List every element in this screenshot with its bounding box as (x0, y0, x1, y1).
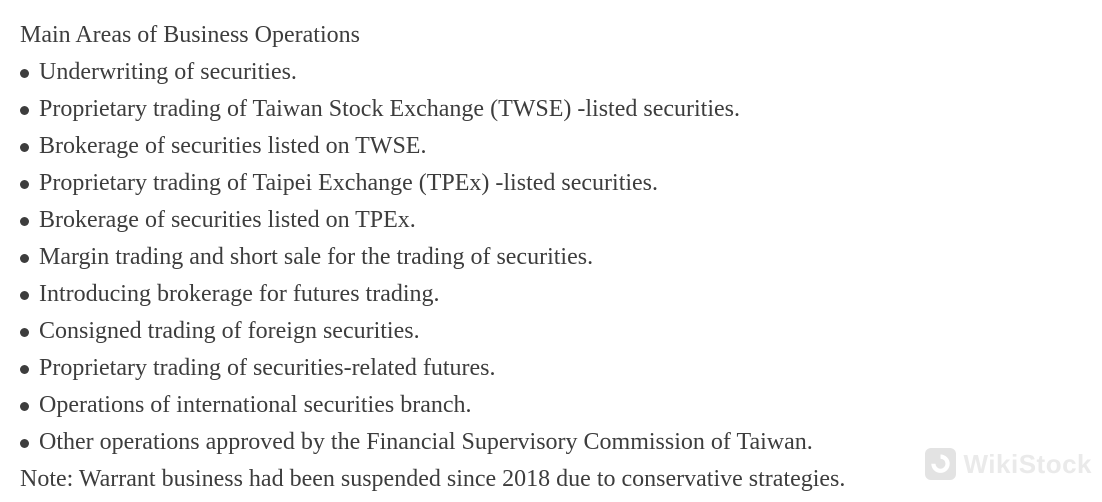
bullet-icon (20, 254, 29, 263)
list-item-text: Other operations approved by the Financial Supervisory Commission of Taiwan. (39, 429, 813, 455)
bullet-icon (20, 365, 29, 374)
list-item-text: Brokerage of securities listed on TPEx. (39, 207, 416, 233)
list-item (20, 165, 1102, 202)
list-item-text: Margin trading and short sale for the trading of securities. (39, 244, 594, 270)
list-item (20, 387, 1102, 424)
list-item-text: Proprietary trading of Taiwan Stock Exchange (TWSE) -listed securities. (39, 96, 741, 122)
list-item (20, 424, 1102, 461)
list-item-text: Underwriting of securities. (39, 59, 297, 85)
list-item (20, 54, 1102, 91)
bullet-icon (20, 328, 29, 337)
bullet-icon (20, 180, 29, 189)
list-item-text: Brokerage of securities listed on TWSE. (39, 133, 427, 159)
list-item (20, 239, 1102, 276)
bullet-icon (20, 106, 29, 115)
bullet-icon (20, 291, 29, 300)
list-item-text: Operations of international securities branch. (39, 392, 472, 418)
list-item (20, 276, 1102, 313)
list-item (20, 350, 1102, 387)
list-item (20, 91, 1102, 128)
bullet-icon (20, 217, 29, 226)
watermark-label: WikiStock (963, 449, 1092, 479)
list-item-text: Introducing brokerage for futures trading. (39, 281, 440, 307)
bullet-icon (20, 402, 29, 411)
bullet-icon (20, 69, 29, 78)
bullet-icon (20, 143, 29, 152)
list-item (20, 128, 1102, 165)
list-item-text: Consigned trading of foreign securities. (39, 318, 420, 344)
list-item (20, 313, 1102, 350)
list-item-text: Proprietary trading of securities-related futures. (39, 355, 496, 381)
bullet-icon (20, 439, 29, 448)
page-title: Main Areas of Business Operations (20, 22, 360, 48)
list-item (20, 202, 1102, 239)
note-text: Note: Warrant business had been suspended since 2018 due to conservative strategies. (20, 466, 846, 492)
list-item-text: Proprietary trading of Taipei Exchange (TPEx) -listed securities. (39, 170, 659, 196)
business-operations-section (20, 17, 1102, 498)
